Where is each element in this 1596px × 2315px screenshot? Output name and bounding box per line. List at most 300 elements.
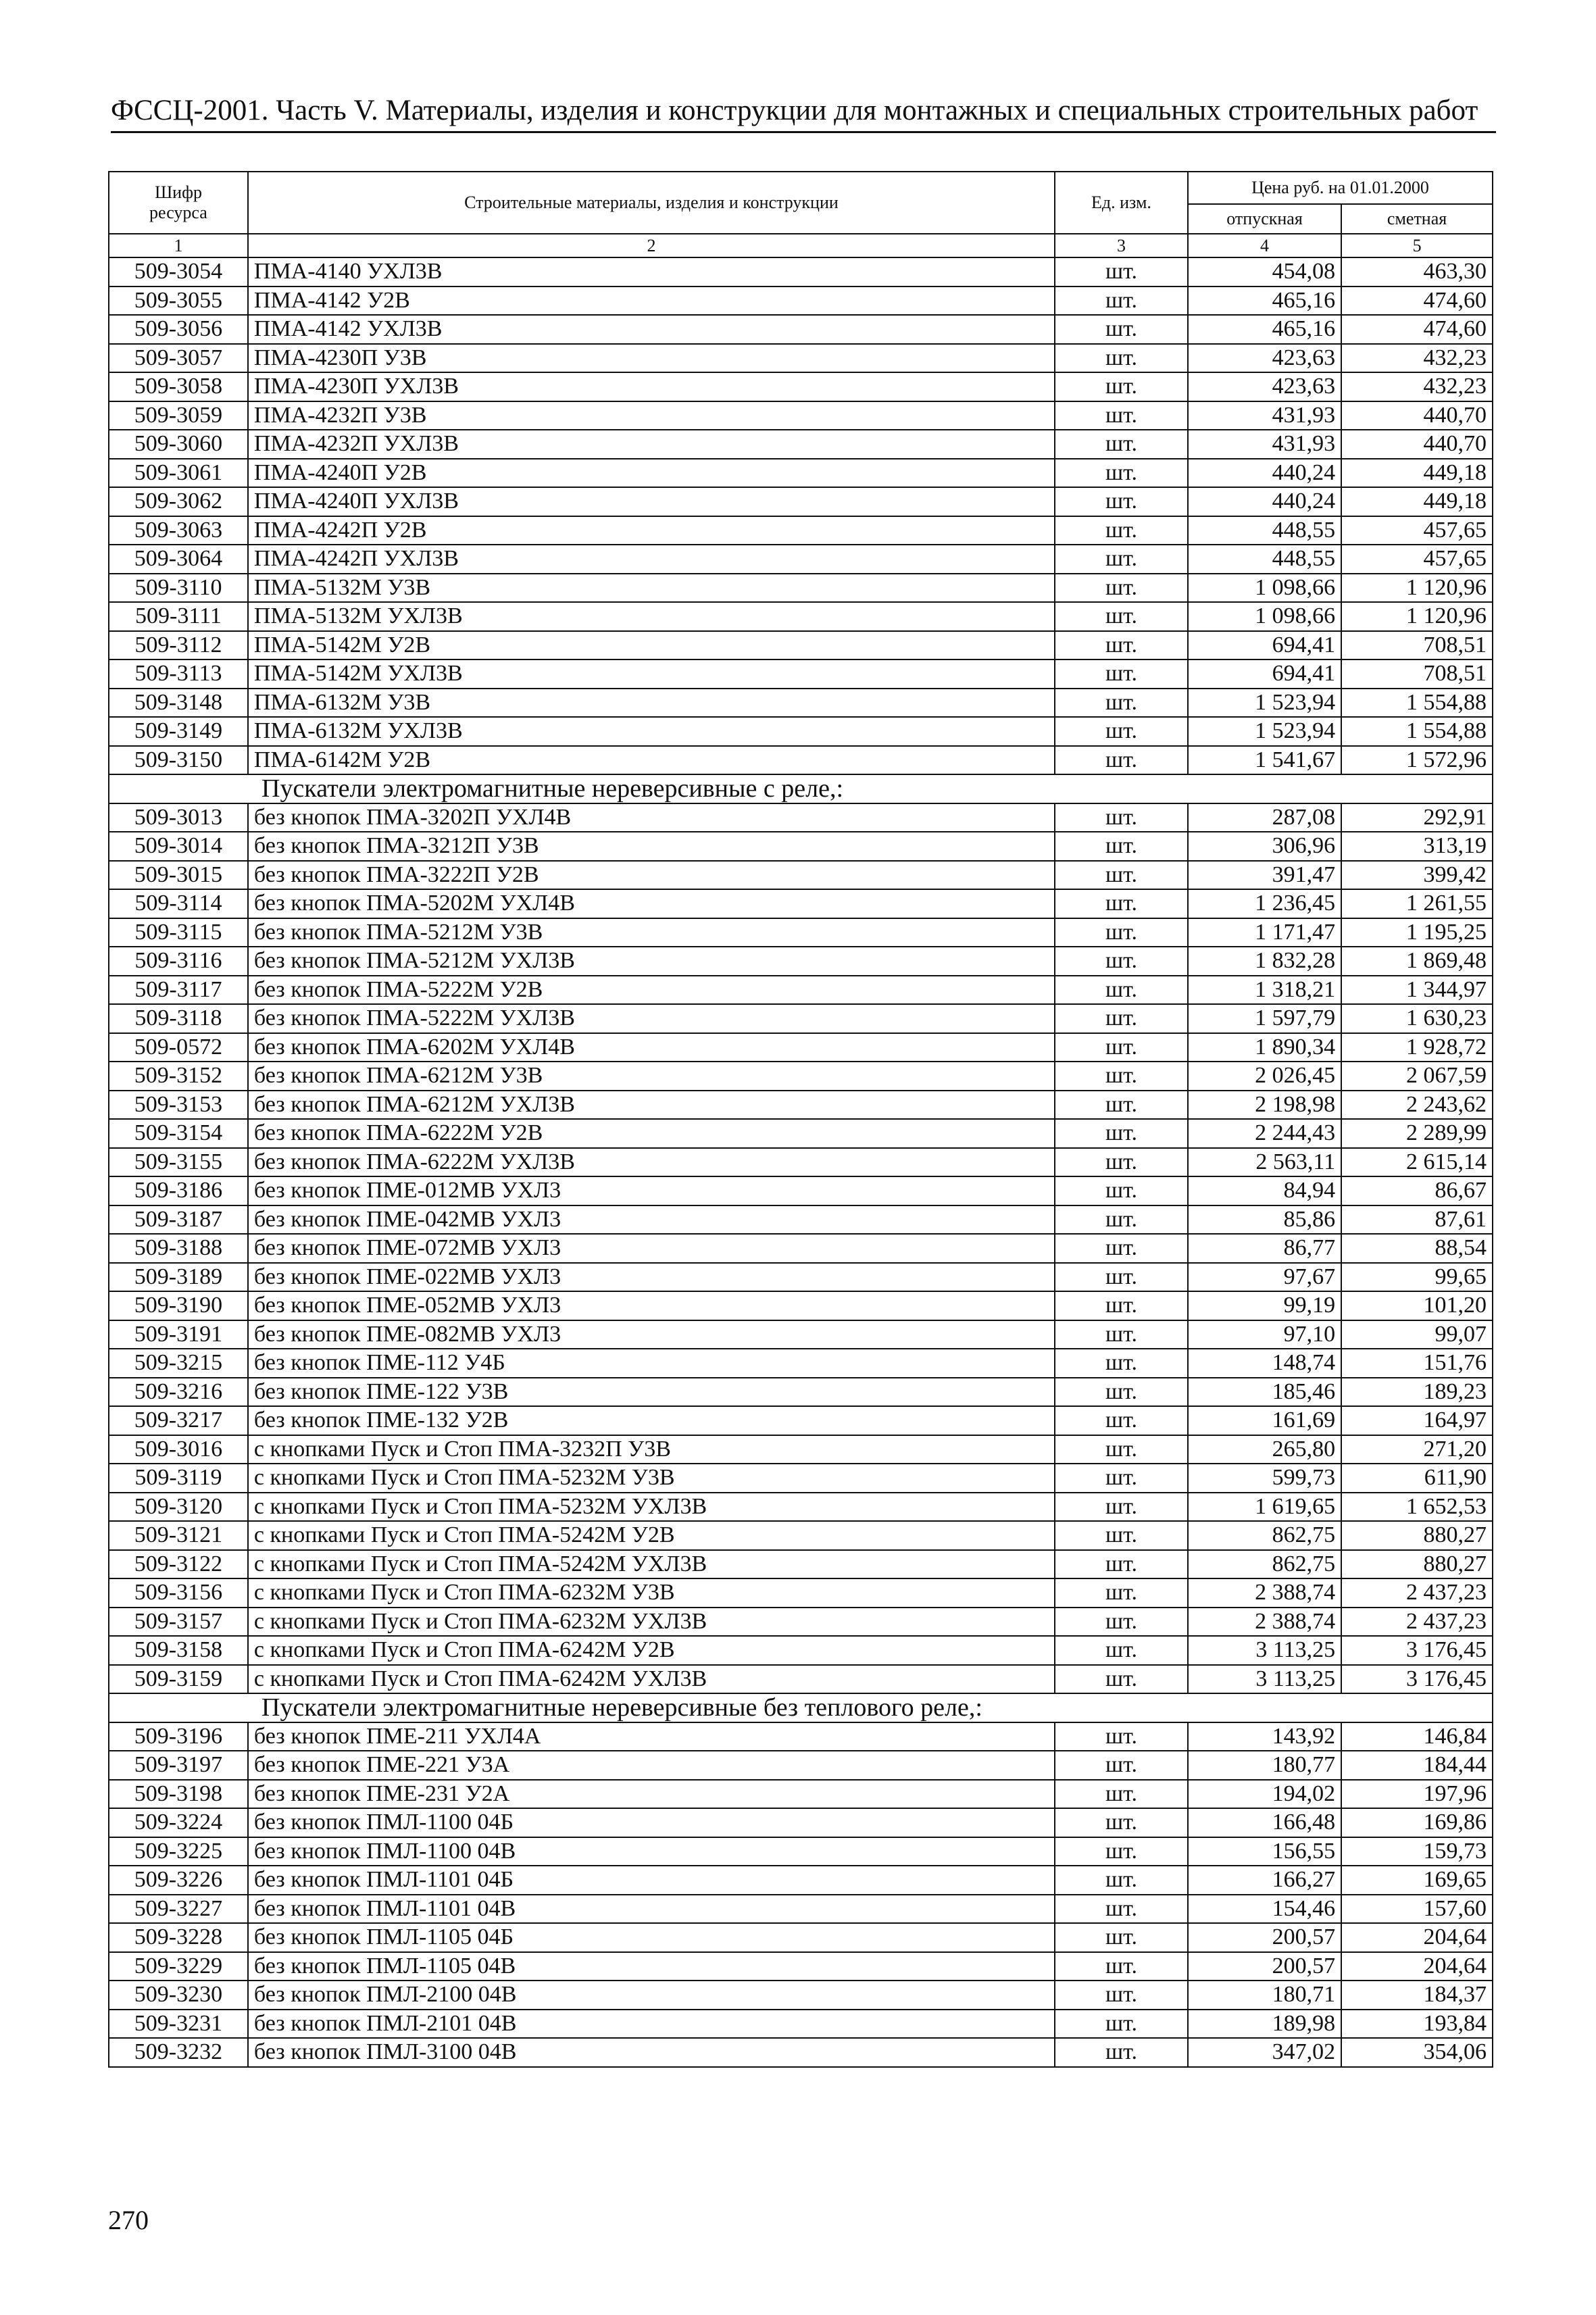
cell-unit: шт. bbox=[1055, 1550, 1188, 1579]
cell-price-estimate: 164,97 bbox=[1341, 1406, 1493, 1435]
cell-price-estimate: 86,67 bbox=[1341, 1176, 1493, 1205]
cell-price-estimate: 204,64 bbox=[1341, 1923, 1493, 1952]
col-header-unit: Ед. изм. bbox=[1055, 172, 1188, 234]
cell-name: без кнопок ПМЕ-221 У3А bbox=[248, 1751, 1055, 1780]
table-row bbox=[109, 287, 1493, 316]
table-row bbox=[109, 689, 1493, 718]
cell-name: ПМА-4232П УХЛ3В bbox=[248, 430, 1055, 459]
cell-price-estimate: 463,30 bbox=[1341, 257, 1493, 287]
cell-code: 509-3060 bbox=[109, 430, 248, 459]
section-header-row bbox=[109, 1693, 1493, 1722]
cell-price-release: 1 098,66 bbox=[1188, 602, 1341, 631]
cell-price-estimate: 193,84 bbox=[1341, 2010, 1493, 2039]
cell-name: ПМА-4232П У3В bbox=[248, 401, 1055, 430]
table-row bbox=[109, 1493, 1493, 1522]
cell-price-release: 161,69 bbox=[1188, 1406, 1341, 1435]
cell-code: 509-3121 bbox=[109, 1521, 248, 1550]
cell-unit: шт. bbox=[1055, 1234, 1188, 1263]
cell-price-release: 1 523,94 bbox=[1188, 689, 1341, 718]
table-head bbox=[109, 172, 1493, 257]
cell-price-release: 1 098,66 bbox=[1188, 574, 1341, 603]
cell-price-release: 156,55 bbox=[1188, 1837, 1341, 1866]
cell-unit: шт. bbox=[1055, 372, 1188, 401]
cell-name: без кнопок ПМА-5212М У3В bbox=[248, 918, 1055, 947]
cell-name: с кнопками Пуск и Стоп ПМА-6232М УХЛ3В bbox=[248, 1608, 1055, 1637]
cell-unit: шт. bbox=[1055, 1349, 1188, 1378]
cell-name: с кнопками Пуск и Стоп ПМА-3232П У3В bbox=[248, 1435, 1055, 1464]
cell-code: 509-3114 bbox=[109, 889, 248, 918]
table-row bbox=[109, 545, 1493, 574]
cell-unit: шт. bbox=[1055, 832, 1188, 861]
cell-price-estimate: 2 437,23 bbox=[1341, 1608, 1493, 1637]
cell-price-release: 1 597,79 bbox=[1188, 1004, 1341, 1033]
cell-name: без кнопок ПМЕ-042МВ УХЛ3 bbox=[248, 1205, 1055, 1235]
cell-unit: шт. bbox=[1055, 1780, 1188, 1809]
cell-price-estimate: 474,60 bbox=[1341, 287, 1493, 316]
cell-unit: шт. bbox=[1055, 1895, 1188, 1924]
col-number: 4 bbox=[1188, 234, 1341, 257]
cell-price-release: 97,67 bbox=[1188, 1263, 1341, 1292]
table-row bbox=[109, 889, 1493, 918]
cell-price-release: 154,46 bbox=[1188, 1895, 1341, 1924]
cell-unit: шт. bbox=[1055, 459, 1188, 488]
cell-price-release: 440,24 bbox=[1188, 487, 1341, 516]
cell-unit: шт. bbox=[1055, 1062, 1188, 1091]
cell-code: 509-3228 bbox=[109, 1923, 248, 1952]
table-row bbox=[109, 1091, 1493, 1120]
cell-price-estimate: 1 344,97 bbox=[1341, 976, 1493, 1005]
cell-price-release: 465,16 bbox=[1188, 315, 1341, 344]
cell-price-estimate: 204,64 bbox=[1341, 1952, 1493, 1981]
cell-unit: шт. bbox=[1055, 976, 1188, 1005]
table-body bbox=[109, 257, 1493, 2067]
table-row bbox=[109, 516, 1493, 545]
cell-name: без кнопок ПМЕ-112 У4Б bbox=[248, 1349, 1055, 1378]
cell-code: 509-3113 bbox=[109, 659, 248, 689]
cell-unit: шт. bbox=[1055, 257, 1188, 287]
col-header-code: Шифр ресурса bbox=[109, 172, 248, 234]
cell-code: 509-3112 bbox=[109, 631, 248, 660]
cell-unit: шт. bbox=[1055, 574, 1188, 603]
cell-unit: шт. bbox=[1055, 1205, 1188, 1235]
cell-unit: шт. bbox=[1055, 344, 1188, 373]
cell-name: ПМА-4142 У2В bbox=[248, 287, 1055, 316]
cell-name: ПМА-4242П УХЛ3В bbox=[248, 545, 1055, 574]
cell-price-release: 431,93 bbox=[1188, 401, 1341, 430]
cell-code: 509-3111 bbox=[109, 602, 248, 631]
cell-code: 509-3016 bbox=[109, 1435, 248, 1464]
cell-price-release: 2 198,98 bbox=[1188, 1091, 1341, 1120]
cell-code: 509-3217 bbox=[109, 1406, 248, 1435]
cell-name: ПМА-4240П УХЛ3В bbox=[248, 487, 1055, 516]
cell-price-estimate: 1 195,25 bbox=[1341, 918, 1493, 947]
cell-name: без кнопок ПМА-3212П У3В bbox=[248, 832, 1055, 861]
cell-price-release: 1 236,45 bbox=[1188, 889, 1341, 918]
table-row bbox=[109, 487, 1493, 516]
cell-price-release: 1 619,65 bbox=[1188, 1493, 1341, 1522]
cell-unit: шт. bbox=[1055, 1176, 1188, 1205]
table-row bbox=[109, 1033, 1493, 1062]
cell-name: без кнопок ПМЕ-082МВ УХЛ3 bbox=[248, 1320, 1055, 1349]
cell-name: с кнопками Пуск и Стоп ПМА-5242М УХЛ3В bbox=[248, 1550, 1055, 1579]
cell-price-estimate: 184,37 bbox=[1341, 1981, 1493, 2010]
cell-code: 509-3190 bbox=[109, 1291, 248, 1320]
cell-unit: шт. bbox=[1055, 689, 1188, 718]
cell-unit: шт. bbox=[1055, 287, 1188, 316]
table-row bbox=[109, 1119, 1493, 1148]
cell-price-estimate: 474,60 bbox=[1341, 315, 1493, 344]
cell-name: без кнопок ПМЕ-231 У2А bbox=[248, 1780, 1055, 1809]
page-header: ФССЦ-2001. Часть V. Материалы, изделия и конструкции для монтажных и специальных строительных работ bbox=[111, 93, 1496, 133]
cell-unit: шт. bbox=[1055, 1004, 1188, 1033]
cell-code: 509-3232 bbox=[109, 2038, 248, 2067]
cell-price-estimate: 292,91 bbox=[1341, 803, 1493, 832]
col-number: 2 bbox=[248, 234, 1055, 257]
cell-price-estimate: 159,73 bbox=[1341, 1837, 1493, 1866]
table-row bbox=[109, 1176, 1493, 1205]
cell-code: 509-3229 bbox=[109, 1952, 248, 1981]
cell-name: без кнопок ПМЛ-2101 04В bbox=[248, 2010, 1055, 2039]
cell-name: без кнопок ПМЕ-122 У3В bbox=[248, 1378, 1055, 1407]
col-number: 5 bbox=[1341, 234, 1493, 257]
cell-name: ПМА-5132М УХЛ3В bbox=[248, 602, 1055, 631]
cell-code: 509-3189 bbox=[109, 1263, 248, 1292]
table-row bbox=[109, 1636, 1493, 1665]
cell-code: 509-3062 bbox=[109, 487, 248, 516]
table-row bbox=[109, 459, 1493, 488]
cell-name: без кнопок ПМА-6202М УХЛ4В bbox=[248, 1033, 1055, 1062]
cell-price-estimate: 1 869,48 bbox=[1341, 947, 1493, 976]
col-header-price-estimate: сметная bbox=[1341, 204, 1493, 234]
cell-code: 509-3231 bbox=[109, 2010, 248, 2039]
cell-unit: шт. bbox=[1055, 1837, 1188, 1866]
cell-price-release: 200,57 bbox=[1188, 1952, 1341, 1981]
cell-code: 509-3115 bbox=[109, 918, 248, 947]
cell-price-estimate: 189,23 bbox=[1341, 1378, 1493, 1407]
cell-name: без кнопок ПМА-6222М УХЛ3В bbox=[248, 1148, 1055, 1177]
cell-price-estimate: 457,65 bbox=[1341, 516, 1493, 545]
cell-name: без кнопок ПМА-6212М УХЛ3В bbox=[248, 1091, 1055, 1120]
cell-name: ПМА-5132М У3В bbox=[248, 574, 1055, 603]
table-row bbox=[109, 1378, 1493, 1407]
cell-unit: шт. bbox=[1055, 746, 1188, 775]
cell-price-estimate: 449,18 bbox=[1341, 459, 1493, 488]
cell-price-release: 265,80 bbox=[1188, 1435, 1341, 1464]
table-row bbox=[109, 746, 1493, 775]
cell-price-estimate: 169,65 bbox=[1341, 1866, 1493, 1895]
cell-price-estimate: 101,20 bbox=[1341, 1291, 1493, 1320]
cell-unit: шт. bbox=[1055, 1578, 1188, 1608]
cell-price-release: 84,94 bbox=[1188, 1176, 1341, 1205]
table-row bbox=[109, 976, 1493, 1005]
cell-name: с кнопками Пуск и Стоп ПМА-6232М У3В bbox=[248, 1578, 1055, 1608]
cell-unit: шт. bbox=[1055, 1033, 1188, 1062]
cell-unit: шт. bbox=[1055, 1091, 1188, 1120]
cell-unit: шт. bbox=[1055, 1952, 1188, 1981]
cell-name: ПМА-4230П УХЛ3В bbox=[248, 372, 1055, 401]
cell-price-release: 86,77 bbox=[1188, 1234, 1341, 1263]
table-row bbox=[109, 430, 1493, 459]
col-header-name: Строительные материалы, изделия и конструкции bbox=[248, 172, 1055, 234]
cell-code: 509-3197 bbox=[109, 1751, 248, 1780]
cell-price-estimate: 1 120,96 bbox=[1341, 574, 1493, 603]
cell-name: без кнопок ПМЛ-1101 04Б bbox=[248, 1866, 1055, 1895]
cell-price-estimate: 1 652,53 bbox=[1341, 1493, 1493, 1522]
section-title: Пускатели электромагнитные нереверсивные без теплового реле,: bbox=[109, 1693, 1493, 1722]
cell-name: без кнопок ПМЛ-1105 04В bbox=[248, 1952, 1055, 1981]
cell-unit: шт. bbox=[1055, 1866, 1188, 1895]
cell-unit: шт. bbox=[1055, 803, 1188, 832]
cell-code: 509-3156 bbox=[109, 1578, 248, 1608]
cell-code: 509-3057 bbox=[109, 344, 248, 373]
cell-price-release: 180,77 bbox=[1188, 1751, 1341, 1780]
cell-name: без кнопок ПМЛ-1100 04Б bbox=[248, 1808, 1055, 1837]
cell-code: 509-3154 bbox=[109, 1119, 248, 1148]
cell-price-release: 347,02 bbox=[1188, 2038, 1341, 2067]
table-row bbox=[109, 832, 1493, 861]
cell-name: ПМА-6132М У3В bbox=[248, 689, 1055, 718]
cell-price-release: 423,63 bbox=[1188, 344, 1341, 373]
cell-unit: шт. bbox=[1055, 918, 1188, 947]
cell-unit: шт. bbox=[1055, 1320, 1188, 1349]
cell-name: ПМА-6132М УХЛ3В bbox=[248, 717, 1055, 746]
table-row bbox=[109, 257, 1493, 287]
cell-name: ПМА-4230П У3В bbox=[248, 344, 1055, 373]
cell-unit: шт. bbox=[1055, 717, 1188, 746]
cell-code: 509-3058 bbox=[109, 372, 248, 401]
cell-price-estimate: 184,44 bbox=[1341, 1751, 1493, 1780]
cell-code: 509-3119 bbox=[109, 1464, 248, 1493]
cell-name: без кнопок ПМЕ-132 У2В bbox=[248, 1406, 1055, 1435]
cell-code: 509-3148 bbox=[109, 689, 248, 718]
cell-price-release: 189,98 bbox=[1188, 2010, 1341, 2039]
cell-price-estimate: 271,20 bbox=[1341, 1435, 1493, 1464]
cell-price-estimate: 354,06 bbox=[1341, 2038, 1493, 2067]
table-row bbox=[109, 602, 1493, 631]
cell-name: ПМА-4140 УХЛ3В bbox=[248, 257, 1055, 287]
cell-price-release: 85,86 bbox=[1188, 1205, 1341, 1235]
cell-price-release: 143,92 bbox=[1188, 1722, 1341, 1751]
cell-unit: шт. bbox=[1055, 2010, 1188, 2039]
cell-unit: шт. bbox=[1055, 659, 1188, 689]
cell-name: с кнопками Пуск и Стоп ПМА-5242М У2В bbox=[248, 1521, 1055, 1550]
cell-unit: шт. bbox=[1055, 1378, 1188, 1407]
cell-code: 509-3118 bbox=[109, 1004, 248, 1033]
cell-name: без кнопок ПМА-3202П УХЛ4В bbox=[248, 803, 1055, 832]
table-row bbox=[109, 1004, 1493, 1033]
cell-name: ПМА-5142М УХЛ3В bbox=[248, 659, 1055, 689]
cell-unit: шт. bbox=[1055, 1406, 1188, 1435]
cell-unit: шт. bbox=[1055, 487, 1188, 516]
cell-price-estimate: 708,51 bbox=[1341, 631, 1493, 660]
cell-price-release: 2 563,11 bbox=[1188, 1148, 1341, 1177]
col-header-price-group: Цена руб. на 01.01.2000 bbox=[1188, 172, 1493, 204]
cell-price-release: 185,46 bbox=[1188, 1378, 1341, 1407]
cell-code: 509-3187 bbox=[109, 1205, 248, 1235]
table-row bbox=[109, 1521, 1493, 1550]
cell-price-release: 99,19 bbox=[1188, 1291, 1341, 1320]
cell-unit: шт. bbox=[1055, 1148, 1188, 1177]
price-table bbox=[108, 171, 1493, 2068]
cell-price-estimate: 2 243,62 bbox=[1341, 1091, 1493, 1120]
cell-price-release: 1 832,28 bbox=[1188, 947, 1341, 976]
cell-price-release: 694,41 bbox=[1188, 659, 1341, 689]
cell-price-estimate: 449,18 bbox=[1341, 487, 1493, 516]
cell-price-estimate: 432,23 bbox=[1341, 344, 1493, 373]
cell-price-release: 862,75 bbox=[1188, 1550, 1341, 1579]
cell-price-estimate: 157,60 bbox=[1341, 1895, 1493, 1924]
cell-unit: шт. bbox=[1055, 1722, 1188, 1751]
table-row bbox=[109, 372, 1493, 401]
cell-unit: шт. bbox=[1055, 861, 1188, 890]
cell-unit: шт. bbox=[1055, 545, 1188, 574]
cell-price-release: 97,10 bbox=[1188, 1320, 1341, 1349]
cell-unit: шт. bbox=[1055, 889, 1188, 918]
table-row bbox=[109, 315, 1493, 344]
cell-unit: шт. bbox=[1055, 1119, 1188, 1148]
table-row bbox=[109, 918, 1493, 947]
table-row bbox=[109, 2038, 1493, 2067]
cell-unit: шт. bbox=[1055, 1608, 1188, 1637]
cell-price-estimate: 611,90 bbox=[1341, 1464, 1493, 1493]
section-title: Пускатели электромагнитные нереверсивные с реле,: bbox=[109, 774, 1493, 803]
table-row bbox=[109, 574, 1493, 603]
cell-code: 509-3196 bbox=[109, 1722, 248, 1751]
table-row bbox=[109, 1148, 1493, 1177]
cell-unit: шт. bbox=[1055, 1751, 1188, 1780]
cell-code: 509-0572 bbox=[109, 1033, 248, 1062]
cell-unit: шт. bbox=[1055, 2038, 1188, 2067]
table-row bbox=[109, 1406, 1493, 1435]
cell-price-release: 166,48 bbox=[1188, 1808, 1341, 1837]
cell-price-estimate: 440,70 bbox=[1341, 430, 1493, 459]
cell-unit: шт. bbox=[1055, 1636, 1188, 1665]
cell-price-release: 454,08 bbox=[1188, 257, 1341, 287]
cell-name: без кнопок ПМА-3222П У2В bbox=[248, 861, 1055, 890]
cell-name: ПМА-5142М У2В bbox=[248, 631, 1055, 660]
cell-code: 509-3059 bbox=[109, 401, 248, 430]
cell-price-estimate: 146,84 bbox=[1341, 1722, 1493, 1751]
cell-unit: шт. bbox=[1055, 315, 1188, 344]
cell-price-estimate: 2 437,23 bbox=[1341, 1578, 1493, 1608]
cell-name: без кнопок ПМЛ-1105 04Б bbox=[248, 1923, 1055, 1952]
cell-price-estimate: 313,19 bbox=[1341, 832, 1493, 861]
cell-price-estimate: 432,23 bbox=[1341, 372, 1493, 401]
cell-code: 509-3216 bbox=[109, 1378, 248, 1407]
cell-price-estimate: 1 261,55 bbox=[1341, 889, 1493, 918]
cell-price-estimate: 457,65 bbox=[1341, 545, 1493, 574]
cell-unit: шт. bbox=[1055, 1521, 1188, 1550]
cell-code: 509-3159 bbox=[109, 1665, 248, 1694]
table-row bbox=[109, 1608, 1493, 1637]
cell-price-estimate: 880,27 bbox=[1341, 1550, 1493, 1579]
cell-price-estimate: 1 120,96 bbox=[1341, 602, 1493, 631]
cell-unit: шт. bbox=[1055, 947, 1188, 976]
cell-name: без кнопок ПМА-5202М УХЛ4В bbox=[248, 889, 1055, 918]
cell-price-estimate: 399,42 bbox=[1341, 861, 1493, 890]
cell-code: 509-3158 bbox=[109, 1636, 248, 1665]
cell-code: 509-3061 bbox=[109, 459, 248, 488]
table-row bbox=[109, 631, 1493, 660]
cell-name: без кнопок ПМА-5222М УХЛ3В bbox=[248, 1004, 1055, 1033]
cell-price-release: 306,96 bbox=[1188, 832, 1341, 861]
cell-name: без кнопок ПМЕ-012МВ УХЛ3 bbox=[248, 1176, 1055, 1205]
cell-code: 509-3110 bbox=[109, 574, 248, 603]
cell-code: 509-3014 bbox=[109, 832, 248, 861]
cell-name: ПМА-6142М У2В bbox=[248, 746, 1055, 775]
table-row bbox=[109, 1780, 1493, 1809]
table-row bbox=[109, 717, 1493, 746]
cell-price-estimate: 88,54 bbox=[1341, 1234, 1493, 1263]
table-row bbox=[109, 1981, 1493, 2010]
table-row bbox=[109, 1578, 1493, 1608]
cell-name: ПМА-4242П У2В bbox=[248, 516, 1055, 545]
cell-code: 509-3157 bbox=[109, 1608, 248, 1637]
cell-code: 509-3015 bbox=[109, 861, 248, 890]
table-row bbox=[109, 1895, 1493, 1924]
table-row bbox=[109, 1234, 1493, 1263]
cell-name: без кнопок ПМА-6222М У2В bbox=[248, 1119, 1055, 1148]
cell-price-release: 180,71 bbox=[1188, 1981, 1341, 2010]
cell-price-release: 3 113,25 bbox=[1188, 1636, 1341, 1665]
cell-code: 509-3188 bbox=[109, 1234, 248, 1263]
cell-unit: шт. bbox=[1055, 1981, 1188, 2010]
cell-price-release: 1 318,21 bbox=[1188, 976, 1341, 1005]
cell-unit: шт. bbox=[1055, 1263, 1188, 1292]
cell-code: 509-3150 bbox=[109, 746, 248, 775]
table-row bbox=[109, 803, 1493, 832]
table-row bbox=[109, 861, 1493, 890]
cell-name: без кнопок ПМЛ-3100 04В bbox=[248, 2038, 1055, 2067]
cell-code: 509-3116 bbox=[109, 947, 248, 976]
cell-unit: шт. bbox=[1055, 1291, 1188, 1320]
cell-code: 509-3056 bbox=[109, 315, 248, 344]
cell-unit: шт. bbox=[1055, 430, 1188, 459]
cell-price-estimate: 1 630,23 bbox=[1341, 1004, 1493, 1033]
cell-unit: шт. bbox=[1055, 602, 1188, 631]
cell-code: 509-3122 bbox=[109, 1550, 248, 1579]
cell-name: ПМА-4240П У2В bbox=[248, 459, 1055, 488]
cell-price-estimate: 169,86 bbox=[1341, 1808, 1493, 1837]
cell-name: с кнопками Пуск и Стоп ПМА-5232М УХЛ3В bbox=[248, 1493, 1055, 1522]
cell-price-release: 2 026,45 bbox=[1188, 1062, 1341, 1091]
cell-price-release: 694,41 bbox=[1188, 631, 1341, 660]
cell-name: без кнопок ПМА-5212М УХЛ3В bbox=[248, 947, 1055, 976]
cell-price-estimate: 1 554,88 bbox=[1341, 689, 1493, 718]
cell-code: 509-3225 bbox=[109, 1837, 248, 1866]
section-header-row bbox=[109, 774, 1493, 803]
cell-price-release: 1 523,94 bbox=[1188, 717, 1341, 746]
cell-unit: шт. bbox=[1055, 1493, 1188, 1522]
cell-price-release: 1 171,47 bbox=[1188, 918, 1341, 947]
cell-code: 509-3226 bbox=[109, 1866, 248, 1895]
cell-price-estimate: 99,07 bbox=[1341, 1320, 1493, 1349]
cell-price-release: 1 541,67 bbox=[1188, 746, 1341, 775]
cell-price-release: 287,08 bbox=[1188, 803, 1341, 832]
cell-code: 509-3063 bbox=[109, 516, 248, 545]
cell-unit: шт. bbox=[1055, 1665, 1188, 1694]
cell-price-release: 862,75 bbox=[1188, 1521, 1341, 1550]
table-row bbox=[109, 1665, 1493, 1694]
cell-price-release: 423,63 bbox=[1188, 372, 1341, 401]
cell-price-estimate: 197,96 bbox=[1341, 1780, 1493, 1809]
cell-price-release: 148,74 bbox=[1188, 1349, 1341, 1378]
cell-name: с кнопками Пуск и Стоп ПМА-5232М У3В bbox=[248, 1464, 1055, 1493]
cell-code: 509-3152 bbox=[109, 1062, 248, 1091]
cell-code: 509-3149 bbox=[109, 717, 248, 746]
cell-code: 509-3215 bbox=[109, 1349, 248, 1378]
table-row bbox=[109, 1205, 1493, 1235]
